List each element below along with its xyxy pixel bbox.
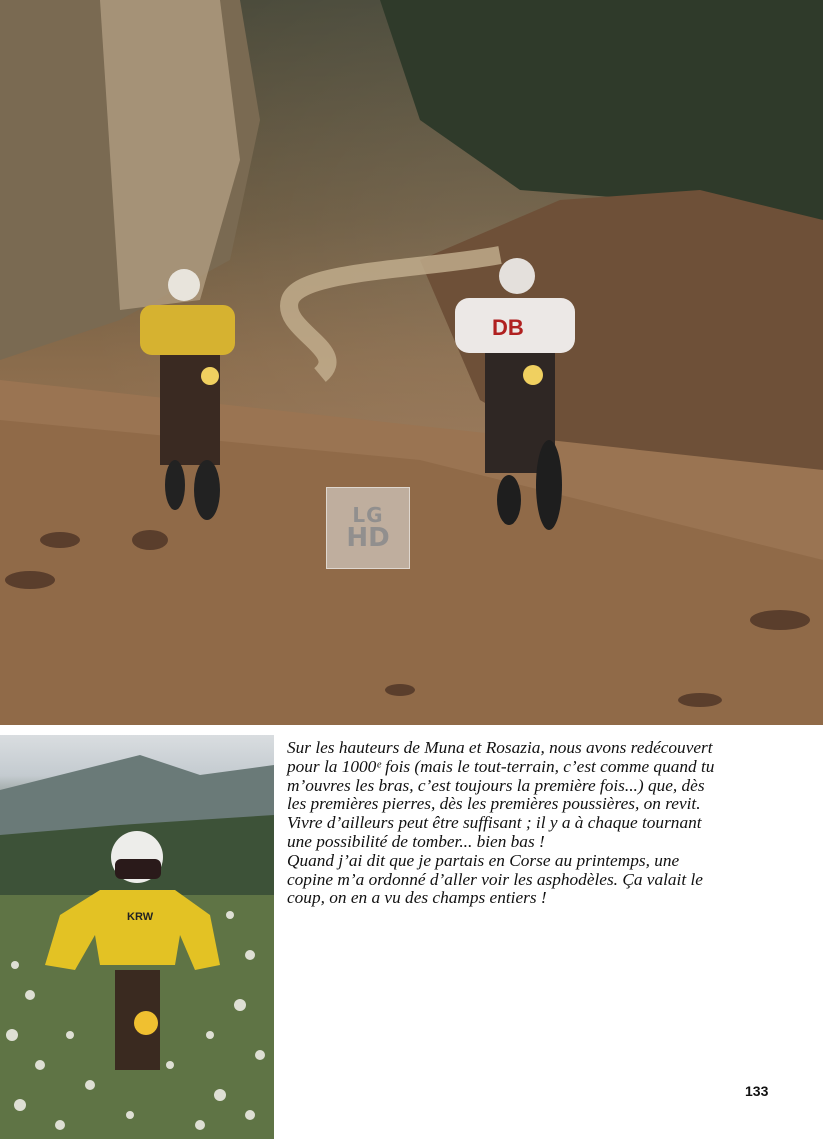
bottom-photo-scene <box>0 735 274 1139</box>
article-line: m’ouvres les bras, c’est toujours la première fois...) que, dès <box>287 775 705 795</box>
article-line: coup, on en a vu des champs entiers ! <box>287 888 547 908</box>
svg-text:DB: DB <box>492 315 524 340</box>
article-line: Sur les hauteurs de Muna et Rosazia, nous avons redécouvert <box>287 738 713 757</box>
article-line: pour la 1000ᵉ fois (mais le tout-terrain, c’est comme quand tu <box>287 756 715 776</box>
watermark-line1: LG <box>352 503 384 527</box>
watermark-line2: HD <box>346 523 390 553</box>
forest-background <box>380 0 823 230</box>
article-line: Vivre d’ailleurs peut être suffisant ; il y a à chaque tournant <box>287 813 702 833</box>
article-line: une possibilité de tomber... bien bas ! <box>287 831 545 851</box>
bottom-photo <box>0 735 274 1139</box>
article-line: Quand j’ai dit que je partais en Corse au printemps, une <box>287 850 680 870</box>
jacket-logo: KRW <box>127 911 154 923</box>
article-line: copine m’a ordonné d’aller voir les asphodèles. Ça valait le <box>287 869 703 889</box>
page-number: 133 <box>745 1083 769 1099</box>
watermark <box>326 487 410 569</box>
article-text <box>287 739 807 908</box>
article-line: les premières pierres, dès les premières poussières, on revit. <box>287 794 701 814</box>
